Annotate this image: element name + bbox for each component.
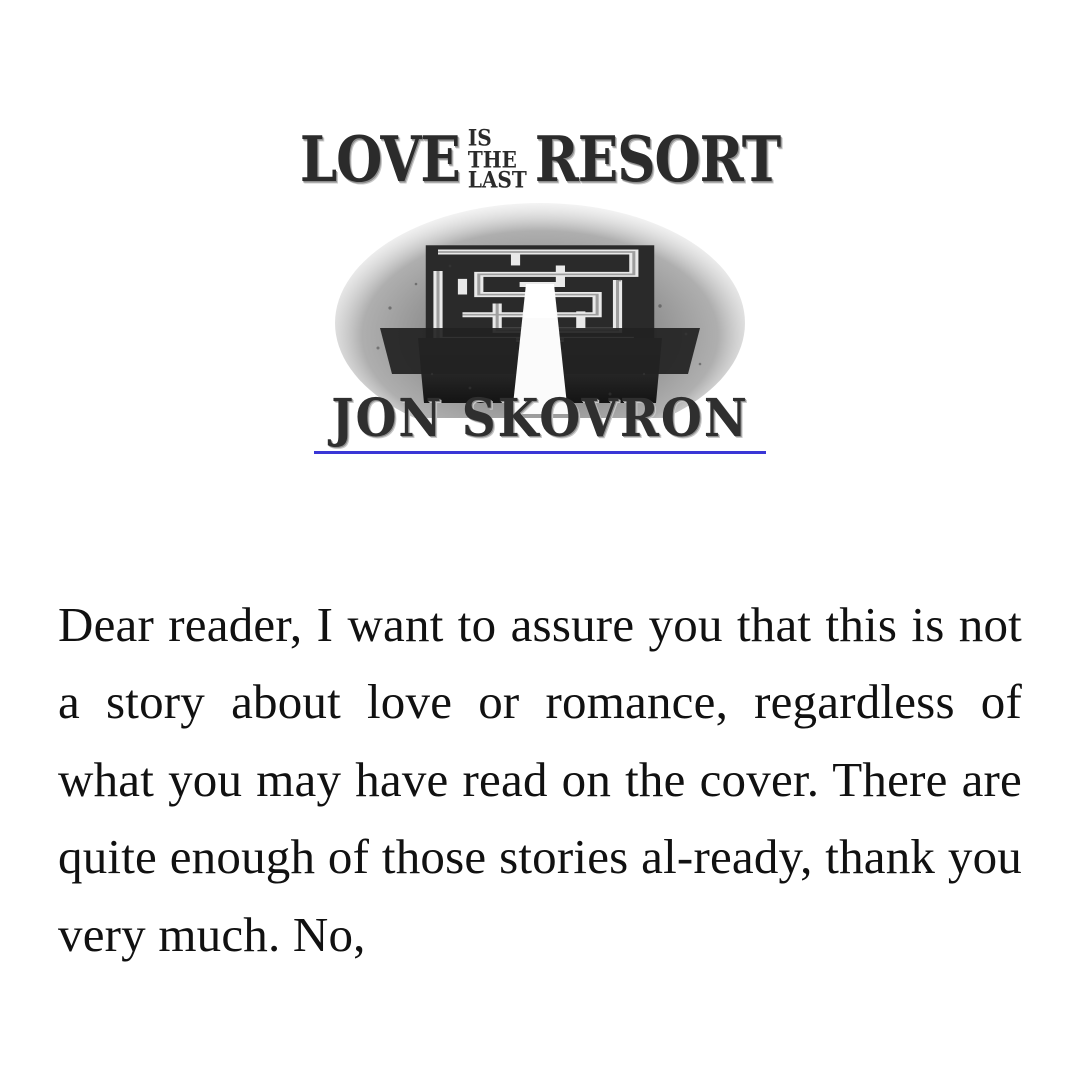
title-word-love: LOVE [299, 123, 460, 197]
cover-image-block [0, 0, 1080, 488]
title-word-last: LAST [467, 166, 527, 194]
maze-icon [320, 188, 760, 418]
title-small-words [466, 125, 529, 194]
maze-illustration [320, 188, 760, 418]
title-word-resort: RESORT [534, 123, 781, 197]
author-underline [314, 451, 766, 454]
title-word-isthe: IS THE [467, 125, 517, 174]
cover-author [320, 387, 760, 450]
cover-title [299, 123, 781, 197]
body-paragraph: Dear reader, I want to assure you that this is not a story about love or romance, regardless of what you may have read on the cover. There are quite enough of those stories al-ready, thank you very much. No, [58, 597, 1022, 962]
cover-artwork [299, 118, 781, 488]
author-name: JON SKOVRON [331, 387, 749, 450]
